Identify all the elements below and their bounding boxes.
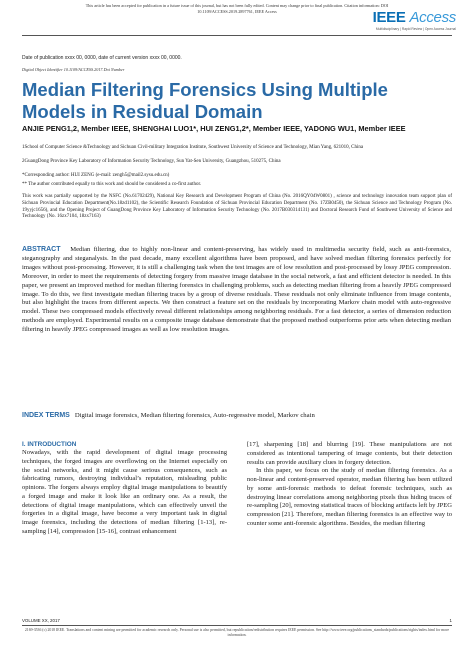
logo-tagline: Multidisciplinary | Rapid Review | Open Access Journal — [375, 27, 456, 31]
intro-heading: I. INTRODUCTION — [22, 441, 77, 448]
abstract-text: Median filtering, due to highly non-linear and content-preserving, has widely used in multimedia security field, such as anti-forensics, steganography and steganalysis. In the past decade, many excellent algorithms have been proposed, and have solved median filtering forensics perfectly for images without post-processing. However, it is still a challenging task when the test images are of low resolution and post-processed by lossy JPEG compression. Moreover, in order to meet the requirements of detecting forgery from massive image database in the social network, a fast and efficient detector is needed. In this paper, we present an improved method for median filtering forensics in challenging problems, such as detecting median filtering from a heavily JPEG compressed image. To do this, we first investigate median filtering traces by a group of diverse residuals. These residuals not only eliminate influence from image contents, but also highlight the traces from different aspects. We then construct a feature set on the residuals by incorporating Markov chain model with auto-regressive model. These two compressed models effectively reveal different relationships among neighboring residuals. For a fast detector, a series of dimension reduction methods are employed. Experimental results on a composite image database demonstrate that the proposed method outperforms prior arts when detecting median filtering in heavily JPEG compressed images as well as low resolution images. — [22, 246, 451, 334]
intro-right-paragraph-1: [17], sharpening [18] and blurring [19]. These manipulations are not considered as intentional tampering of image contents, but their detection results can provide auxiliary clues in forgery detection. — [247, 441, 452, 466]
footer-page-number: 1 — [449, 618, 452, 623]
logo-main: IEEE — [372, 9, 406, 26]
logo-accent: Access — [409, 9, 456, 26]
header-rule — [22, 35, 452, 36]
intro-left-paragraph: Nowadays, with the rapid development of digital image processing techniques, the forged images are overflowing on the Internet especially on the social networks, and it might cause serious consequences, such as fabricating rumors, destroying individual’s reputation, misleading public opinions. The forgers always employ digital image manipulations to beautify a forged image and make it look like an ordinary one. As a result, the detections of digital image manipulations, which can effectively unveil the forgeries in a digital image, have become a very important task in digital image forensics, including the detections of median filtering [1-13], re-sampling [14], compression [15-16], contrast enhancement — [22, 449, 227, 535]
index-terms — [22, 411, 452, 420]
doi-line: Digital Object Identifier 10.1109/ACCESS.2017.Doi Number — [22, 67, 125, 72]
paper-title: Median Filtering Forensics Using Multiple Models in Residual Domain — [22, 79, 388, 122]
footer-rule — [22, 625, 452, 626]
intro-right-paragraph-2: In this paper, we focus on the study of median filtering forensics. As a non-linear and content-preserved operator, median filtering has been utilized by some anti-forensic methods to defeat forensic techniques, such as destroying linear correlations among neighboring pixels thus hiding traces of re-sampling [20], removing statistical traces of blocking artifacts left by JPEG compression [21]. Therefore, median filtering forensics is an effective way to counter some anti-forensic algorithms. Besides, the median filtering — [247, 467, 452, 527]
funding-statement: This work was partially supported by the NSFC (No.61702429), National Key Research and Development Program of China (No. 2016QY04W0801) , science and technology innovation team support plan of Sichuan Provincial Education Department(No.18zd1102), the Scientific Research Foundation of Sichuan Provincial Education Department (No. 17ZB0450), the Sichuan Science and Technology Program (No. 19yyjc1656), and the Opening Project of GuangDong Province Key Laboratory of Information Security Technology (No. 2017B030314131) and Doctoral Research Fund of Southwest University of Science and Technology (No. 16zx7104, 18zx7163) — [22, 194, 452, 220]
affiliation-1: 1School of Computer Science &Technology and Sichuan Civil-military Integration Institute, Southwest University of Science and Technology, Mian Yang, 621010, China — [22, 145, 364, 150]
ieee-access-logo — [373, 9, 456, 26]
notice-line-1: This article has been accepted for publication in a future issue of this journal, but has not been fully edited. Content may change prior to final publication. Citation information: DOI — [85, 3, 389, 8]
corresponding-author: *Corresponding author: HUI ZENG (e-mail: zengh5@mail2.sysu.edu.cn) — [22, 173, 170, 178]
equal-contribution-note: ** The author contributed equally to this work and should be considered a co-first author. — [22, 182, 202, 187]
notice-line-2: 10.1109/ACCESS.2019.2897761, IEEE Access — [197, 9, 277, 14]
index-terms-label: INDEX TERMS — [22, 412, 70, 419]
author-list: ANJIE PENG1,2, Member IEEE, SHENGHAI LUO1*, HUI ZENG1,2*, Member IEEE, YADONG WU1, Member IEEE — [22, 124, 406, 133]
footer-volume: VOLUME XX, 2017 — [22, 618, 60, 623]
intro-right-column — [247, 441, 452, 529]
abstract-label: ABSTRACT — [22, 246, 61, 253]
affiliation-2: 2GuangDong Province Key Laboratory of Information Security Technology, Sun Yat-Sen University, Guangzhou, 510275, China — [22, 159, 281, 164]
abstract — [22, 246, 451, 335]
intro-left-column — [22, 441, 227, 537]
publication-dates: Date of publication xxxx 00, 0000, date of current version xxxx 00, 0000. — [22, 55, 182, 61]
index-terms-text: Digital image forensics, Median filtering forensics, Auto-regressive model, Markov chain — [74, 412, 315, 419]
footer-copyright: 2169-3536 (c) 2018 IEEE. Translations and content mining are permitted for academic research only. Personal use is also permitted, but republication/redistribution requires IEEE permission. See http://www.ieee.org/publications_standards/publications/rights/index.html for more information. — [24, 628, 450, 637]
